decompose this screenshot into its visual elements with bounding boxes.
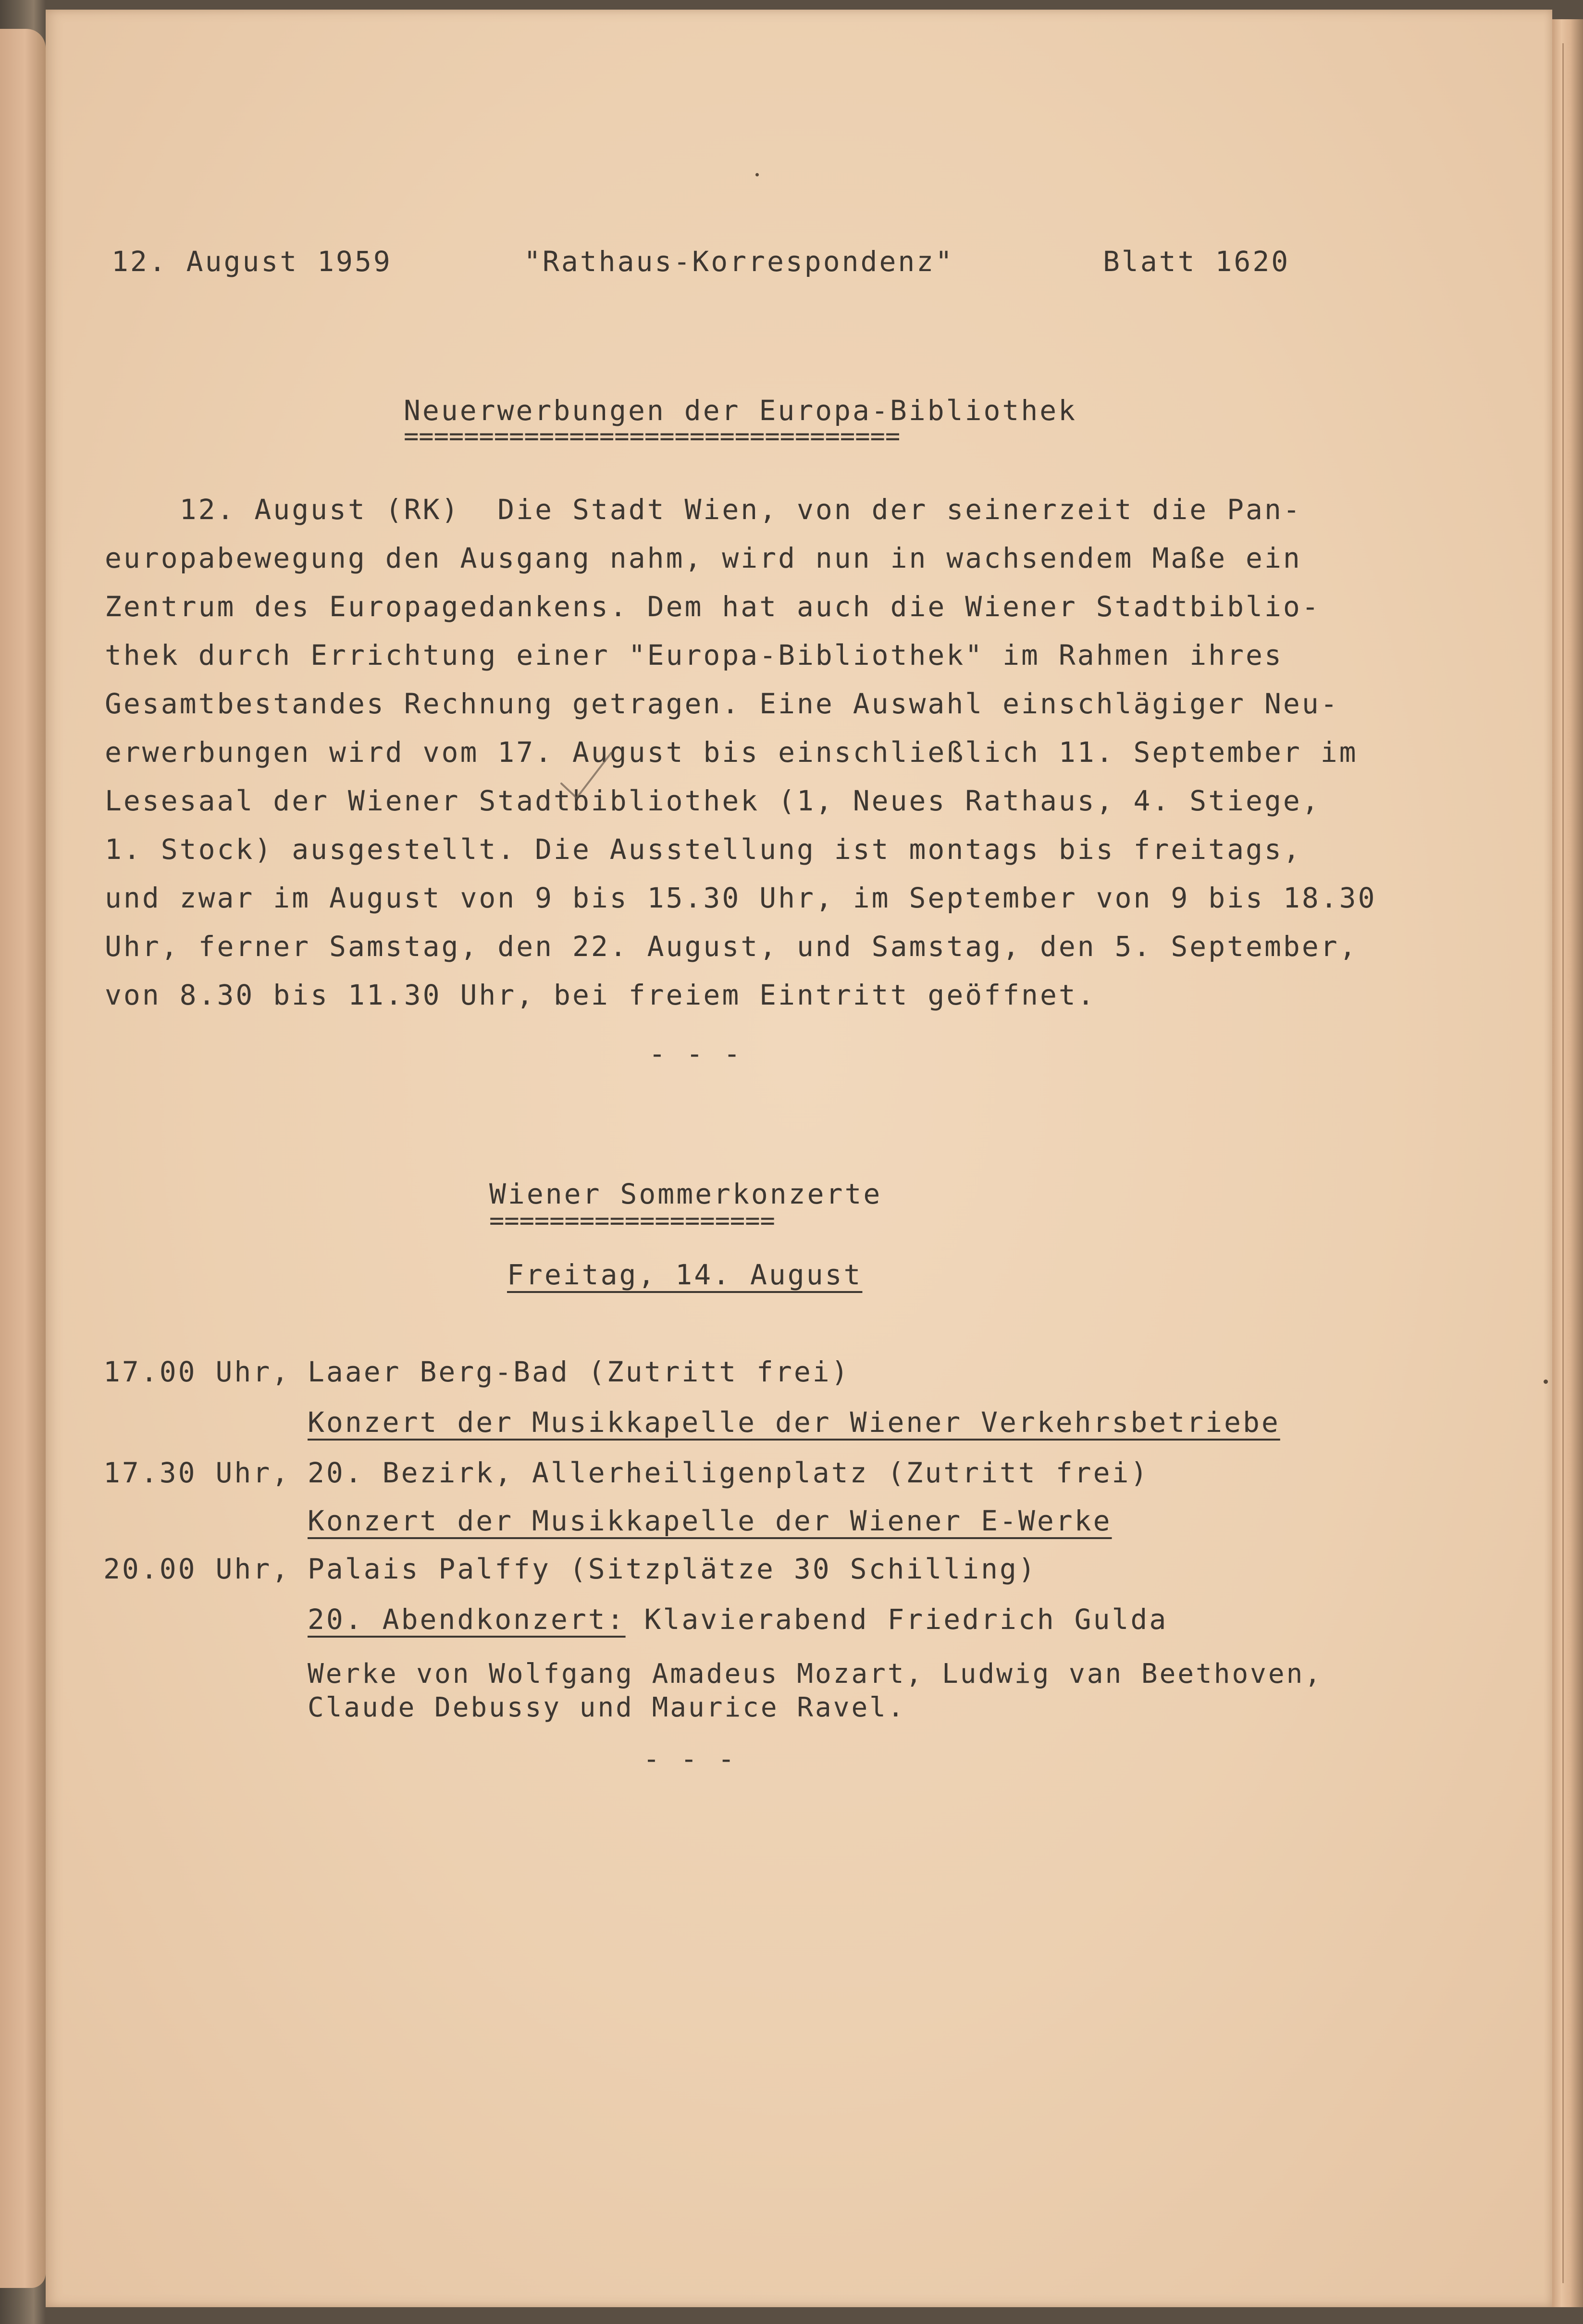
paper-speck: [1544, 1379, 1548, 1384]
header-date: 12. August 1959: [111, 245, 392, 278]
page-right-edge: [1552, 19, 1583, 2307]
article2-subtitle: Freitag, 14. August: [507, 1258, 863, 1291]
paper-speck: [755, 173, 759, 176]
article1-line: thek durch Errichtung einer "Europa-Bibliothek" im Rahmen ihres: [105, 639, 1283, 671]
event-time: 17.00 Uhr,: [103, 1355, 291, 1388]
article1-line: Lesesaal der Wiener Stadtbibliothek (1, Neues Rathaus, 4. Stiege,: [105, 784, 1321, 817]
event-title-rest: Klavierabend Friedrich Gulda: [625, 1603, 1168, 1636]
event-time: 17.30 Uhr,: [103, 1456, 291, 1489]
event-works-line: Werke von Wolfgang Amadeus Mozart, Ludwig van Beethoven,: [308, 1658, 1323, 1690]
article1-title: Neuerwerbungen der Europa-Bibliothek: [404, 394, 1077, 427]
event-location: 20. Bezirk, Allerheiligenplatz (Zutritt frei): [308, 1456, 1150, 1489]
article1-line: von 8.30 bis 11.30 Uhr, bei freiem Eintritt geöffnet.: [105, 979, 1096, 1011]
article2-title-rule: ===================: [489, 1206, 775, 1235]
article1-line: 1. Stock) ausgestellt. Die Ausstellung ist montags bis freitags,: [105, 833, 1302, 866]
document-page: [46, 10, 1552, 2307]
pencil-check-mark-icon: [557, 750, 615, 803]
article1-separator: - - -: [649, 1037, 742, 1070]
article1-title-rule: =================================: [404, 422, 901, 451]
article1-line: 12. August (RK) Die Stadt Wien, von der seinerzeit die Pan-: [105, 493, 1302, 526]
article1-line: Zentrum des Europagedankens. Dem hat auch die Wiener Stadtbiblio-: [105, 590, 1321, 623]
event-location: Palais Palffy (Sitzplätze 30 Schilling): [308, 1553, 1037, 1585]
event-title-underlined: 20. Abendkonzert:: [308, 1603, 626, 1636]
article2-separator: - - -: [643, 1742, 737, 1775]
event-location: Laaer Berg-Bad (Zutritt frei): [308, 1355, 850, 1388]
event-works-line: Claude Debussy und Maurice Ravel.: [308, 1692, 906, 1723]
header-publication: "Rathaus-Korrespondenz": [524, 245, 954, 278]
page-edge-line: [1562, 43, 1564, 2283]
event-title: [308, 1603, 1168, 1636]
article1-line: Gesamtbestandes Rechnung getragen. Eine Auswahl einschlägiger Neu-: [105, 687, 1339, 720]
article1-line: und zwar im August von 9 bis 15.30 Uhr, im September von 9 bis 18.30: [105, 882, 1377, 914]
event-title: Konzert der Musikkapelle der Wiener Verkehrsbetriebe: [308, 1406, 1280, 1439]
event-time: 20.00 Uhr,: [103, 1553, 291, 1585]
header-sheet-number: Blatt 1620: [1103, 245, 1290, 278]
article1-body: [105, 485, 1450, 1019]
event-title: Konzert der Musikkapelle der Wiener E-Werke: [308, 1504, 1112, 1537]
article1-line: europabewegung den Ausgang nahm, wird nun in wachsendem Maße ein: [105, 542, 1302, 574]
article1-line: Uhr, ferner Samstag, den 22. August, und Samstag, den 5. September,: [105, 930, 1358, 963]
previous-page-edge: [0, 29, 46, 2288]
article2-title: Wiener Sommerkonzerte: [489, 1178, 882, 1210]
article1-line: erwerbungen wird vom 17. August bis einschließlich 11. September im: [105, 736, 1358, 769]
